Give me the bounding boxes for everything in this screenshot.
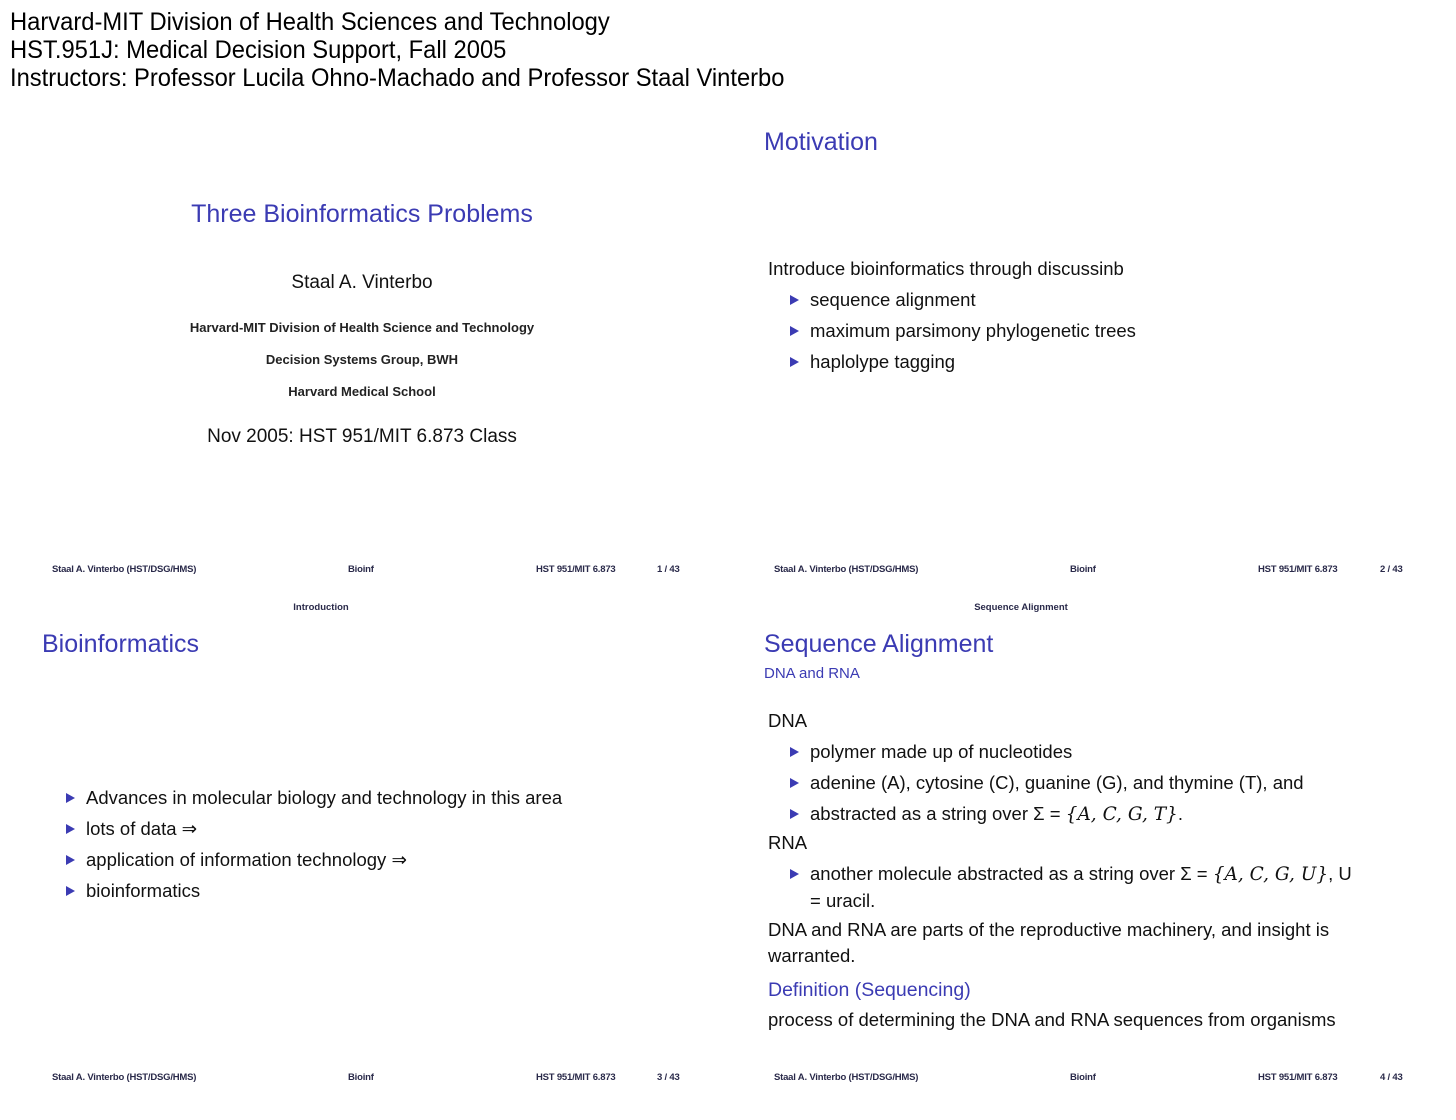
slide-1-title: Three Bioinformatics Problems: [191, 200, 533, 228]
slide-4-definition-title: Definition (Sequencing): [768, 979, 971, 1001]
list-item-text-suffix: , U: [1328, 863, 1352, 884]
slide-1-author: Staal A. Vinterbo: [291, 272, 433, 293]
slide-1-date: Nov 2005: HST 951/MIT 6.873 Class: [207, 426, 517, 447]
bullet-triangle-icon: [790, 326, 799, 336]
slide-4-footer-author: Staal A. Vinterbo (HST/DSG/HMS): [774, 1072, 919, 1083]
slide-1-affiliation-1: Harvard-MIT Division of Health Science and Technology: [189, 320, 535, 335]
bullet-triangle-icon: [790, 778, 799, 788]
slide-4-rna-bullet-list: [788, 858, 1352, 890]
slide-3-title: Bioinformatics: [42, 630, 199, 658]
slide-3-page-number: 3 / 43: [657, 1072, 680, 1083]
header-line-3: Instructors: Professor Lucila Ohno-Machado and Professor Staal Vinterbo: [10, 64, 785, 92]
slide-1-footer-author: Staal A. Vinterbo (HST/DSG/HMS): [52, 564, 197, 575]
list-item: [788, 315, 1136, 346]
list-item-text: abstracted as a string over Σ =: [810, 803, 1066, 824]
list-item-text: bioinformatics: [86, 880, 201, 901]
list-item: [64, 875, 562, 906]
slide-4-paragraph-line-2: warranted.: [768, 945, 856, 966]
bullet-triangle-icon: [66, 824, 75, 834]
slide-1-affiliation-3: Harvard Medical School: [288, 384, 436, 399]
list-item: [64, 844, 562, 875]
header-line-1: Harvard-MIT Division of Health Sciences and Technology: [10, 8, 610, 36]
slide-4-definition-body: process of determining the DNA and RNA sequences from organisms: [768, 1009, 1336, 1030]
slide-1-page-number: 1 / 43: [657, 564, 680, 575]
slide-4-dna-bullet-list: [788, 736, 1304, 830]
slide-2-title: Motivation: [764, 128, 878, 156]
slide-3-section-nav: Introduction: [293, 602, 349, 613]
list-item-text: another molecule abstracted as a string over Σ =: [810, 863, 1213, 884]
slide-4-section-nav: Sequence Alignment: [974, 602, 1068, 613]
bullet-triangle-icon: [790, 747, 799, 757]
slide-4-title: Sequence Alignment: [764, 630, 994, 658]
header-line-2: HST.951J: Medical Decision Support, Fall 2005: [10, 36, 507, 64]
list-item-text: sequence alignment: [810, 289, 976, 310]
slide-4-footer-title: Bioinf: [1070, 1072, 1096, 1083]
list-item-text: adenine (A), cytosine (C), guanine (G), and thymine (T), and: [810, 772, 1304, 793]
list-item-text-suffix: .: [1177, 803, 1183, 824]
list-item: [788, 284, 1136, 315]
list-item-text: lots of data ⇒: [86, 818, 198, 839]
slide-2-footer-title: Bioinf: [1070, 564, 1096, 575]
slide-2-intro: Introduce bioinformatics through discussinb: [768, 258, 1124, 279]
list-item: [788, 767, 1304, 798]
list-item-text: haplolype tagging: [810, 351, 956, 372]
slide-4: [728, 594, 1456, 1094]
slide-4-rna-heading: RNA: [768, 832, 808, 853]
bullet-triangle-icon: [790, 295, 799, 305]
slide-1-affiliation-2: Decision Systems Group, BWH: [265, 352, 459, 367]
bullet-triangle-icon: [66, 886, 75, 896]
slide-4-footer-course: HST 951/MIT 6.873: [1258, 1072, 1338, 1083]
bullet-triangle-icon: [66, 855, 75, 865]
list-item-text: polymer made up of nucleotides: [810, 741, 1073, 762]
slide-2-bullet-list: [788, 284, 1136, 377]
slide-4-rna-bullet-continuation: = uracil.: [810, 890, 876, 911]
slide-1-footer-title: Bioinf: [348, 564, 374, 575]
list-item-text: application of information technology ⇒: [86, 849, 407, 870]
slide-3-footer-author: Staal A. Vinterbo (HST/DSG/HMS): [52, 1072, 197, 1083]
slide-3-footer-course: HST 951/MIT 6.873: [536, 1072, 616, 1083]
list-item: [788, 346, 1136, 377]
list-item: [788, 798, 1304, 830]
bullet-triangle-icon: [790, 809, 799, 819]
slide-2-footer-course: HST 951/MIT 6.873: [1258, 564, 1338, 575]
slide-1-footer-course: HST 951/MIT 6.873: [536, 564, 616, 575]
slide-3: [0, 594, 728, 1094]
list-item: [788, 858, 1352, 890]
list-item-text: Advances in molecular biology and technology in this area: [86, 787, 563, 808]
slide-3-footer-title: Bioinf: [348, 1072, 374, 1083]
bullet-triangle-icon: [790, 357, 799, 367]
slide-2: [728, 118, 1456, 588]
slide-3-bullet-list: [64, 782, 562, 906]
slide-1: [0, 118, 728, 588]
bullet-triangle-icon: [66, 793, 75, 803]
list-item-text: maximum parsimony phylogenetic trees: [810, 320, 1136, 341]
slide-4-paragraph-line-1: DNA and RNA are parts of the reproductive machinery, and insight is: [768, 919, 1330, 940]
slide-2-footer-author: Staal A. Vinterbo (HST/DSG/HMS): [774, 564, 919, 575]
rna-alphabet-set: {A, C, G, U}: [1212, 864, 1329, 885]
slide-2-page-number: 2 / 43: [1380, 564, 1403, 575]
course-header: [10, 8, 825, 92]
list-item: [64, 782, 562, 813]
slide-4-page-number: 4 / 43: [1380, 1072, 1403, 1083]
list-item: [788, 736, 1304, 767]
dna-alphabet-set: {A, C, G, T}: [1065, 804, 1178, 825]
slide-4-subtitle: DNA and RNA: [764, 665, 860, 682]
slide-4-dna-heading: DNA: [768, 710, 808, 731]
list-item: [64, 813, 562, 844]
bullet-triangle-icon: [790, 869, 799, 879]
